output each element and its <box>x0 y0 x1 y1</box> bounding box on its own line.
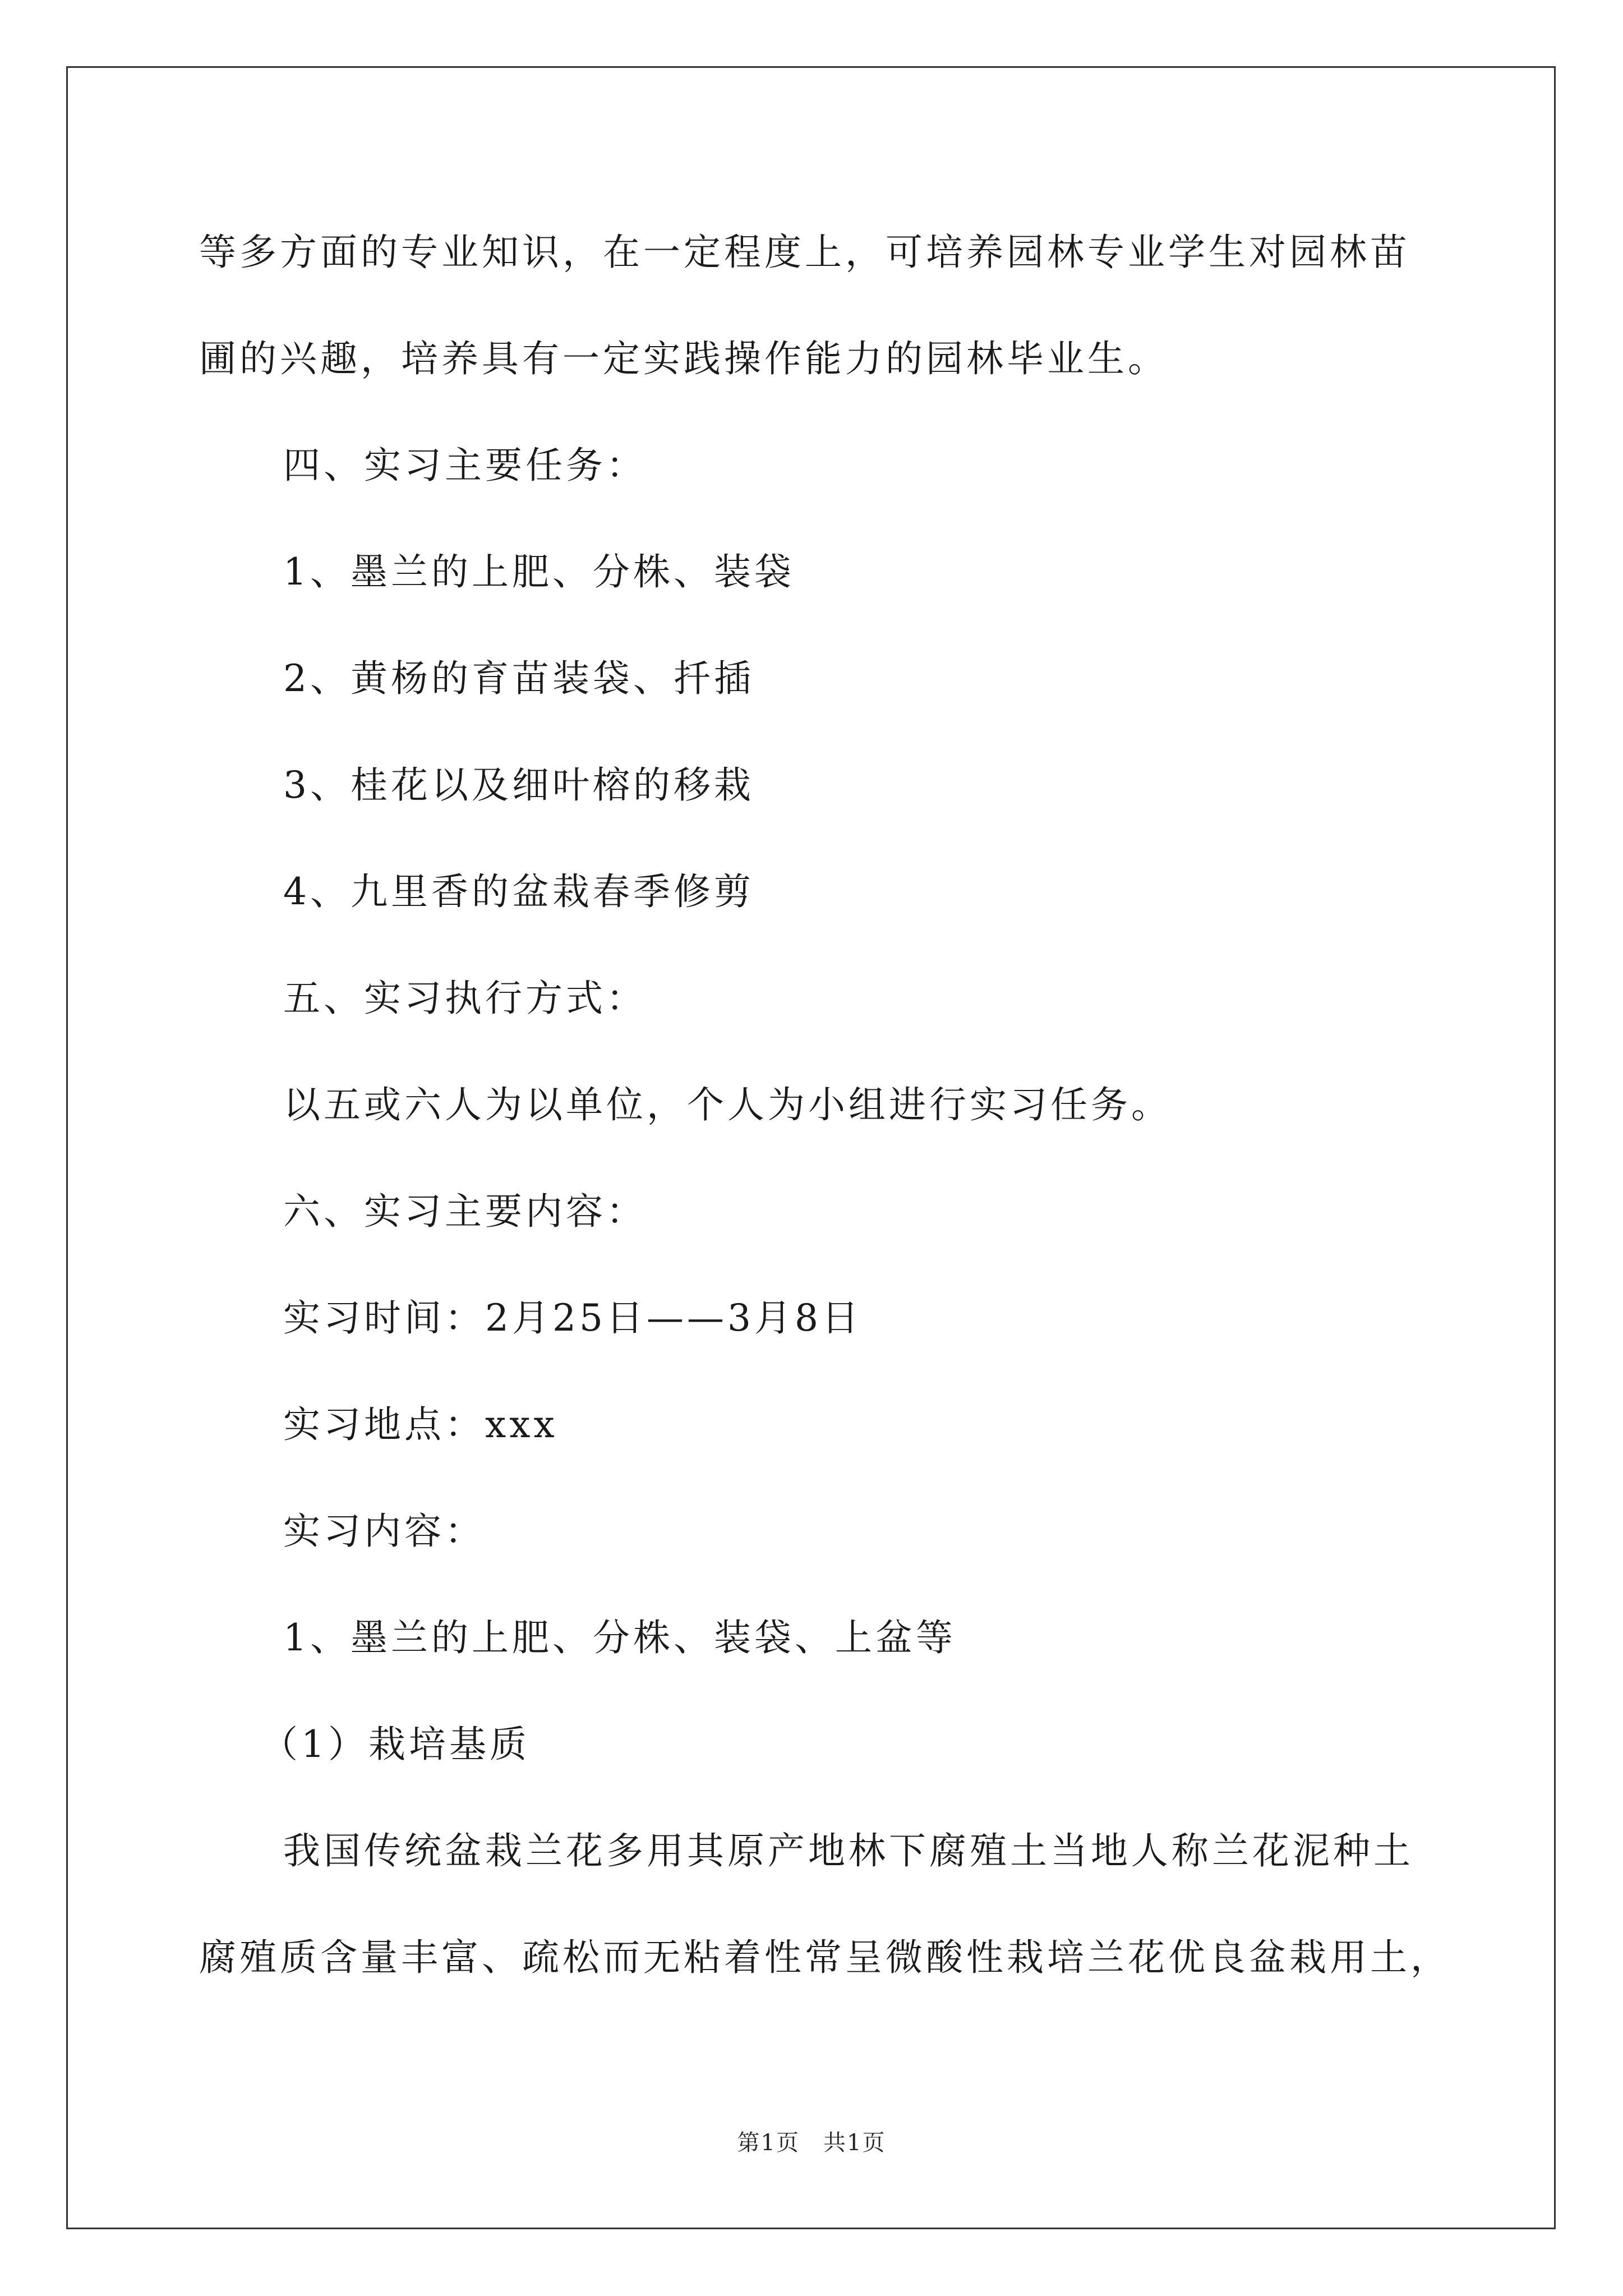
paragraph-line: 等多方面的专业知识，在一定程度上，可培养园林专业学生对园林苗 <box>199 231 1410 274</box>
list-item: 1、墨兰的上肥、分株、装袋、上盆等 <box>283 1616 956 1659</box>
list-item: 4、九里香的盆栽春季修剪 <box>283 870 754 913</box>
paragraph-line: 实习时间：2月25日——3月8日 <box>283 1296 862 1340</box>
sub-heading: （1）栽培基质 <box>261 1723 530 1766</box>
section-heading: 六、实习主要内容： <box>283 1190 647 1233</box>
list-item: 2、黄杨的育苗装袋、扦插 <box>283 657 754 700</box>
section-heading: 五、实习执行方式： <box>283 977 647 1020</box>
paragraph-line: 腐殖质含量丰富、疏松而无粘着性常呈微酸性栽培兰花优良盆栽用土， <box>199 1936 1451 1979</box>
paragraph-line: 以五或六人为以单位，个人为小组进行实习任务。 <box>283 1083 1172 1126</box>
list-item: 3、桂花以及细叶榕的移栽 <box>283 763 754 807</box>
paragraph-line: 我国传统盆栽兰花多用其原产地林下腐殖土当地人称兰花泥种土 <box>283 1829 1414 1872</box>
paragraph-line: 实习地点：xxx <box>283 1403 558 1446</box>
paragraph-line: 实习内容： <box>283 1510 485 1553</box>
page-footer: 第1页 共1页 <box>737 2130 886 2156</box>
paragraph-line: 圃的兴趣，培养具有一定实践操作能力的园林毕业生。 <box>199 337 1168 380</box>
list-item: 1、墨兰的上肥、分株、装袋 <box>283 550 795 593</box>
page-border <box>66 66 1556 2229</box>
section-heading: 四、实习主要任务： <box>283 444 647 487</box>
